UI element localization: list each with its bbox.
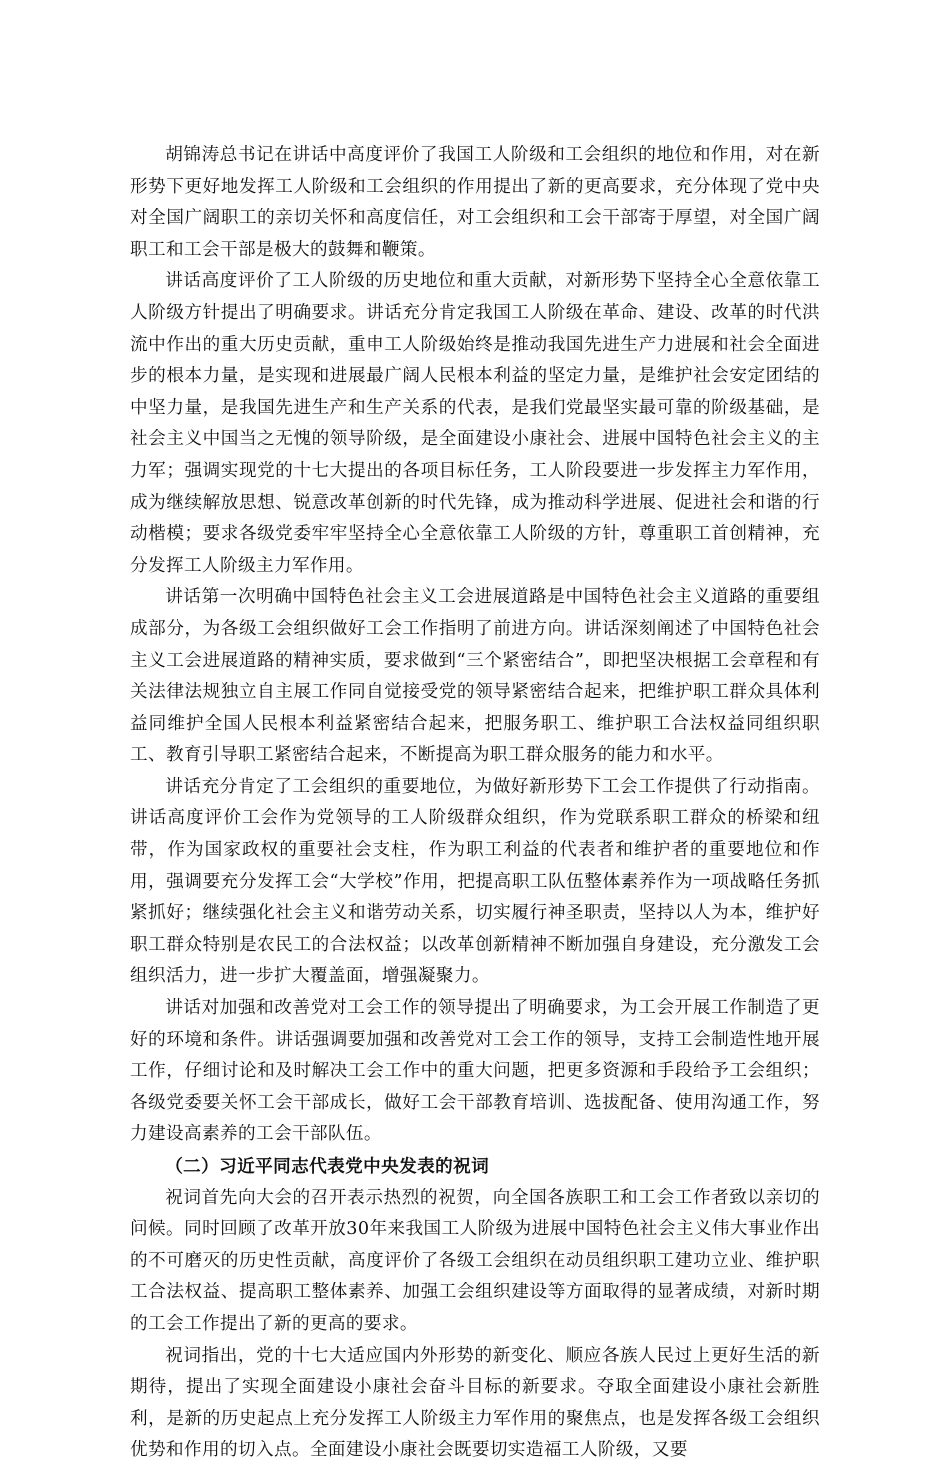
paragraph-7: 祝词指出，党的十七大适应国内外形势的新变化、顺应各族人民过上更好生活的新期待，提出了实现全面建设小康社会奋斗目标的新要求。夺取全面建设小康社会新胜利，是新的历史起点上充分发挥工人阶级主力军作用的聚焦点，也是发挥各级工会组织优势和作用的切入点。全面建设小康社会既要切实造福工人阶级，又要 — [130, 1345, 820, 1461]
paragraph-1: 胡锦涛总书记在讲话中高度评价了我国工人阶级和工会组织的地位和作用，对在新形势下更好地发挥工人阶级和工会组织的作用提出了新的更高要求，充分体现了党中央对全国广阔职工的亲切关怀和高度信任，对工会组织和工会干部寄于厚望，对全国广阔职工和工会干部是极大的鼓舞和鞭策。 — [130, 145, 820, 260]
document-page — [130, 140, 820, 1467]
paragraph-5: 讲话对加强和改善党对工会工作的领导提出了明确要求，为工会开展工作制造了更好的环境和条件。讲话强调要加强和改善党对工会工作的领导，支持工会制造性地开展工作，仔细讨论和及时解决工会工作中的重大问题，把更多资源和手段给予工会组织；各级党委要关怀工会干部成长，做好工会干部教育培训、选拔配备、使用沟通工作，努力建设高素养的工会干部队伍。 — [130, 998, 820, 1145]
section-heading: （二）习近平同志代表党中央发表的祝词 — [165, 1156, 490, 1177]
paragraph-4: 讲话充分肯定了工会组织的重要地位，为做好新形势下工会工作提供了行动指南。讲话高度评价工会作为党领导的工人阶级群众组织，作为党联系职工群众的桥梁和纽带，作为国家政权的重要社会支柱，作为职工利益的代表者和维护者的重要地位和作用，强调要充分发挥工会“大学校”作用，把提高职工队伍整体素养作为一项战略任务抓紧抓好；继续强化社会主义和谐劳动关系，切实履行神圣职责，坚持以人为本，维护好职工群众特别是农民工的合法权益；以改革创新精神不断加强自身建设，充分激发工会组织活力，进一步扩大覆盖面，增强凝聚力。 — [130, 776, 820, 987]
paragraph-2: 讲话高度评价了工人阶级的历史地位和重大贡献，对新形势下坚持全心全意依靠工人阶级方针提出了明确要求。讲话充分肯定我国工人阶级在革命、建设、改革的时代洪流中作出的重大历史贡献，重申工人阶级始终是推动我国先进生产力进展和社会全面进步的根本力量，是实现和进展最广阔人民根本利益的坚定力量，是维护社会安定团结的中坚力量，是我国先进生产和生产关系的代表，是我们党最坚实最可靠的阶级基础，是社会主义中国当之无愧的领导阶级，是全面建设小康社会、进展中国特色社会主义的主力军；强调实现党的十七大提出的各项目标任务，工人阶段要进一步发挥主力军作用，成为继续解放思想、锐意改革创新的时代先锋，成为推动科学进展、促进社会和谐的行动楷模；要求各级党委牢牢坚持全心全意依靠工人阶级的方针，尊重职工首创精神，充分发挥工人阶级主力军作用。 — [130, 271, 820, 576]
paragraph-3: 讲话第一次明确中国特色社会主义工会进展道路是中国特色社会主义道路的重要组成部分，为各级工会组织做好工会工作指明了前进方向。讲话深刻阐述了中国特色社会主义工会进展道路的精神实质，要求做到“三个紧密结合”，即把坚决根据工会章程和有关法律法规独立自主展工作同自觉接受党的领导紧密结合起来，把维护职工群众具体利益同维护全国人民根本利益紧密结合起来，把服务职工、维护职工合法权益同组织职工、教育引导职工紧密结合起来，不断提高为职工群众服务的能力和水平。 — [130, 587, 820, 766]
paragraph-6: 祝词首先向大会的召开表示热烈的祝贺，向全国各族职工和工会工作者致以亲切的问候。同时回顾了改革开放30年来我国工人阶级为进展中国特色社会主义伟大事业作出的不可磨灭的历史性贡献，高度评价了各级工会组织在动员组织职工建功立业、维护职工合法权益、提高职工整体素养、加强工会组织建设等方面取得的显著成绩，对新时期的工会工作提出了新的更高的要求。 — [130, 1187, 820, 1334]
